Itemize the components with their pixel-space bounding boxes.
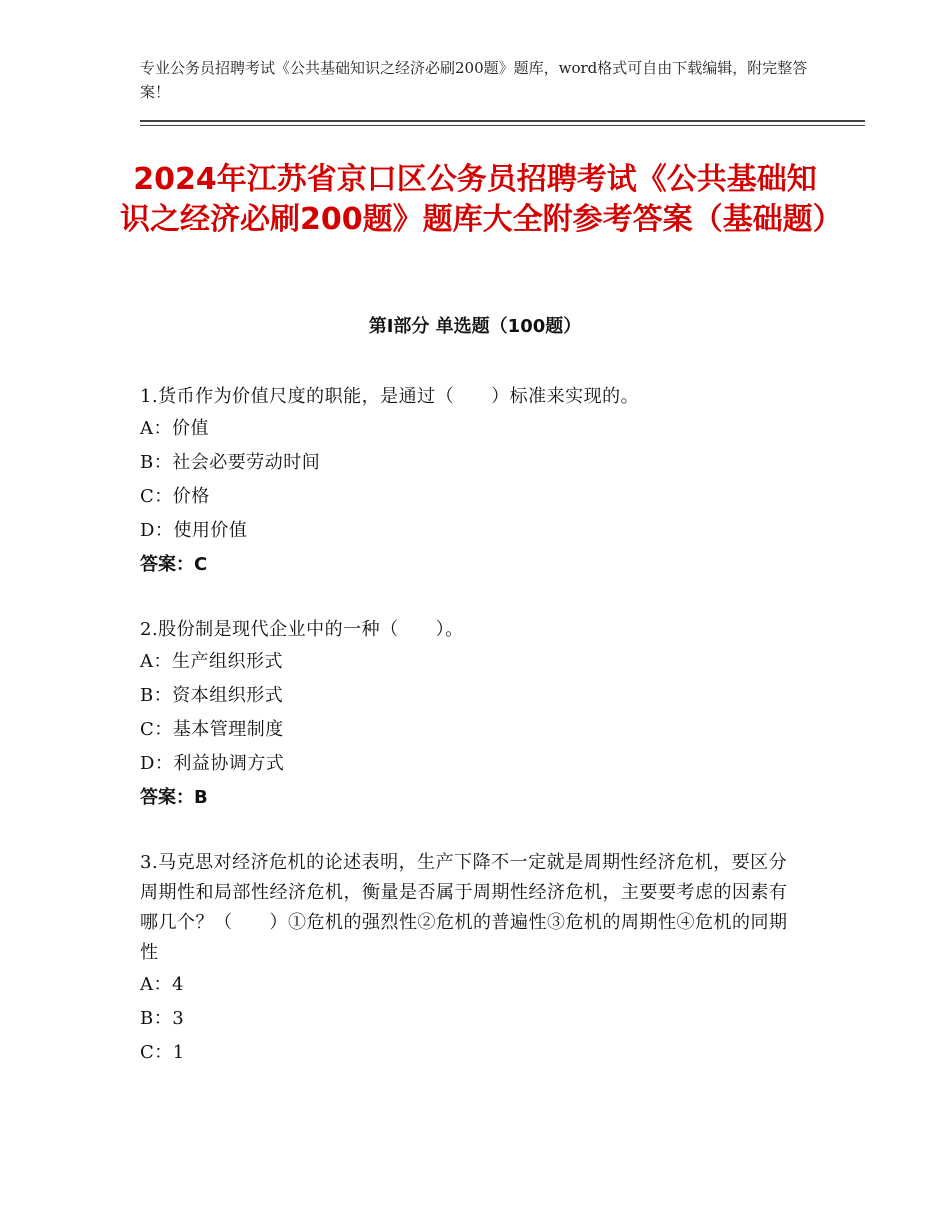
answer: 答案：C (140, 554, 208, 575)
answer: 答案：B (140, 787, 208, 808)
option-c: C：价格 (140, 486, 210, 507)
question-3 (140, 848, 800, 1070)
option-d: D：使用价值 (140, 520, 248, 541)
option-c: C：1 (140, 1042, 185, 1063)
option-b: B：3 (140, 1008, 185, 1029)
question-1 (140, 382, 800, 582)
option-b: B：资本组织形式 (140, 685, 284, 706)
header-rule-thin (140, 125, 865, 126)
option-b: B：社会必要劳动时间 (140, 452, 321, 473)
question-stem: 2.股份制是现代企业中的一种（ ）。 (140, 619, 464, 640)
option-a: A：生产组织形式 (140, 651, 283, 672)
question-stem: 1.货币作为价值尺度的职能，是通过（ ）标准来实现的。 (140, 386, 640, 407)
document-title: 2024年江苏省京口区公务员招聘考试《公共基础知识之经济必刷200题》题库大全附参考答案（基础题） (120, 162, 843, 237)
header-note: 专业公务员招聘考试《公共基础知识之经济必刷200题》题库，word格式可自由下载编辑，附完整答案！ (140, 59, 808, 101)
option-d: D：利益协调方式 (140, 753, 285, 774)
question-stem: 3.马克思对经济危机的论述表明，生产下降不一定就是周期性经济危机，要区分周期性和局部性经济危机，衡量是否属于周期性经济危机，主要要考虑的因素有哪几个？（ ）①危机的强烈性②危机的普遍性③危机的周期性④危机的同期性 (140, 852, 788, 963)
option-a: A：价值 (140, 418, 209, 439)
question-2 (140, 615, 800, 815)
option-a: A：4 (140, 974, 184, 995)
option-c: C：基本管理制度 (140, 719, 284, 740)
section-heading: 第Ⅰ部分 单选题（100题） (368, 316, 582, 337)
question-list (140, 382, 800, 1103)
header-rule-thick (140, 120, 865, 122)
